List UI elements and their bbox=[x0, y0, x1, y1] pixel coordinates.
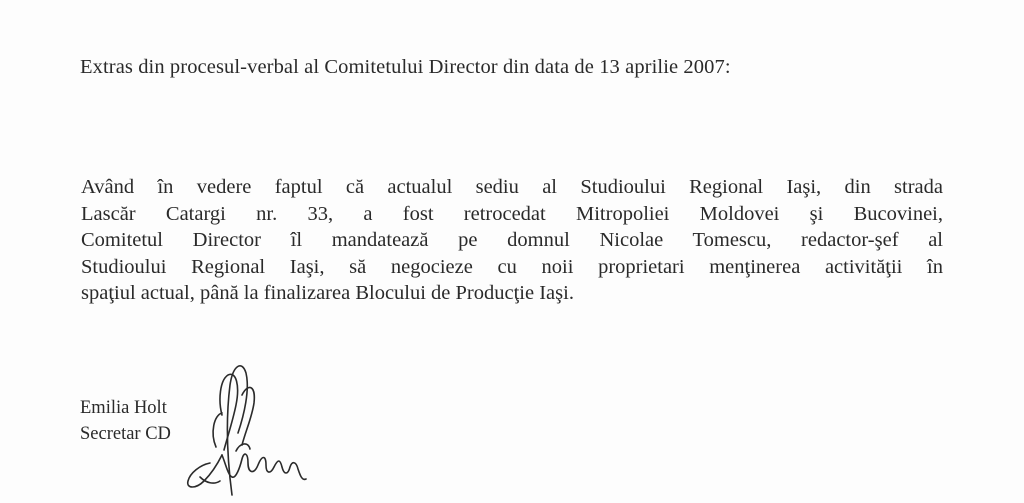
signer-name: Emilia Holt bbox=[80, 398, 167, 418]
body-line-2: Lascăr Catargi nr. 33, a fost retrocedat Mitropoliei Moldovei şi Bucovinei, bbox=[81, 202, 943, 225]
document-body bbox=[81, 174, 943, 307]
body-line-4: Studioului Regional Iaşi, să negocieze cu noii proprietari menţinerea activităţii în bbox=[81, 255, 943, 278]
body-line-1: Având în vedere faptul că actualul sediu al Studioului Regional Iaşi, din strada bbox=[81, 176, 943, 198]
body-line-5: spaţiul actual, până la finalizarea Blocului de Producţie Iaşi. bbox=[81, 282, 574, 304]
handwritten-signature bbox=[170, 355, 330, 500]
document-header: Extras din procesul-verbal al Comitetului Director din data de 13 aprilie 2007: bbox=[80, 56, 731, 78]
body-line-3: Comitetul Director îl mandatează pe domnul Nicolae Tomescu, redactor-şef al bbox=[81, 229, 943, 251]
signer-block bbox=[80, 395, 171, 447]
signer-title: Secretar CD bbox=[80, 424, 171, 444]
